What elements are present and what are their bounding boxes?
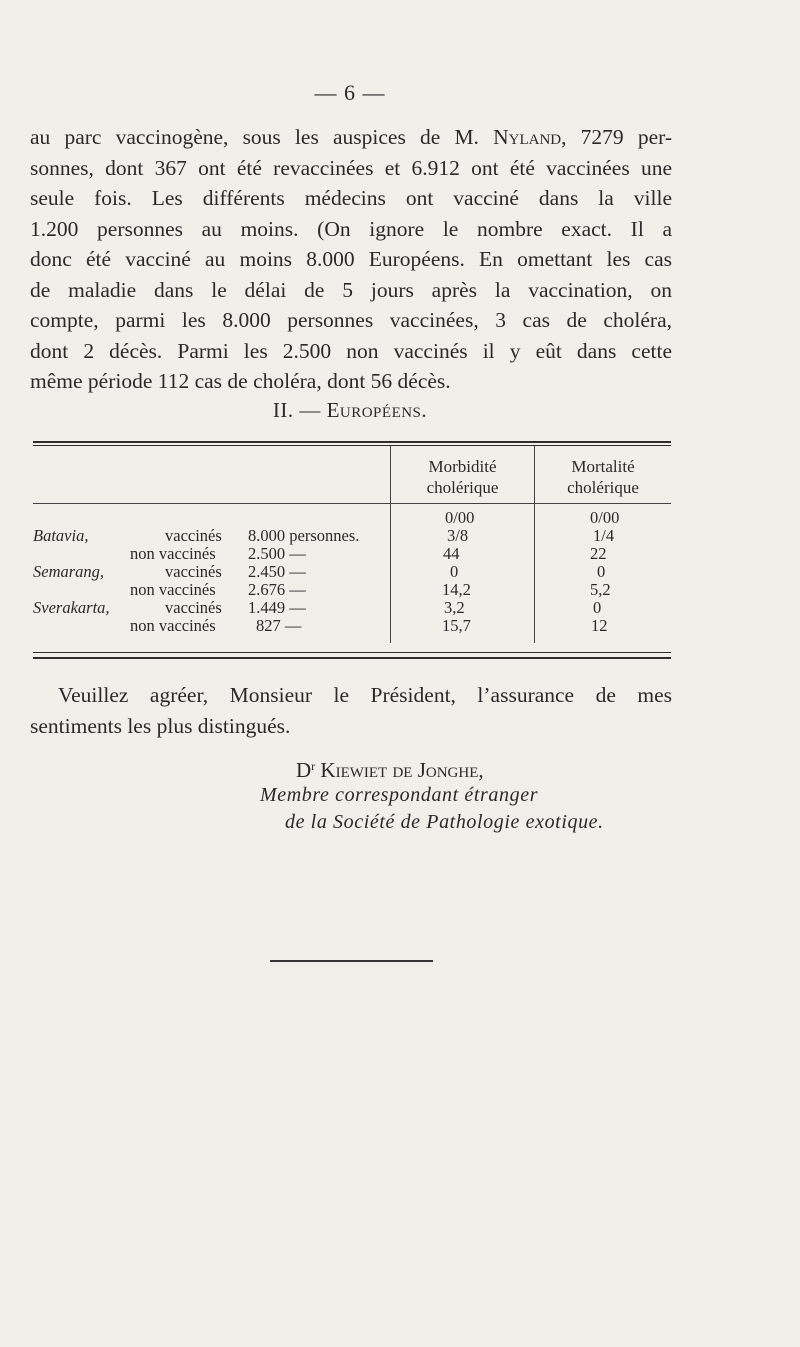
intro-line-8: dont 2 décès. Parmi les 2.500 non vaccinés il y eût dans cette: [30, 338, 672, 363]
header-mortality: Mortalité cholérique: [567, 457, 639, 497]
intro-line-3: seule fois. Les différents médecins ont vacciné dans la ville: [30, 186, 672, 210]
intro-paragraph: [30, 122, 672, 397]
signature-name: $D^r$ Kiewiet de Jonghe,: [296, 758, 484, 782]
intro-line-7: compte, parmi les 8.000 personnes vaccinées, 3 cas de choléra,: [30, 308, 672, 332]
intro-line-5: donc été vacciné au moins 8.000 Européens. En omettant les cas: [30, 247, 672, 271]
intro-line-9: même période 112 cas de choléra, dont 56 décès.: [30, 369, 451, 393]
page-number: — 6 —: [314, 80, 386, 105]
author-name-nyland: Nyland: [493, 125, 562, 149]
table-bottom-rule: [33, 652, 671, 659]
signature-title-line-1: Membre correspondant étranger: [260, 784, 539, 806]
section-title: II. — Européens.: [272, 398, 428, 422]
unit-morbidity: 0/00: [445, 508, 475, 527]
intro-line-4: 1.200 personnes au moins. (On ignore le nombre exact. Il a: [30, 216, 672, 241]
intro-line-1: au parc vaccinogène, sous les auspices de M. Nyland, 7279 per-: [30, 125, 672, 149]
table-header-rule: [33, 503, 671, 504]
intro-line-6: de maladie dans le délai de 5 jours après la vaccination, on: [30, 277, 672, 302]
end-rule: [270, 960, 433, 962]
closing-line-1: Veuillez agréer, Monsieur le Président, l’assurance de mes: [58, 683, 672, 707]
closing-line-2: sentiments les plus distingués.: [30, 713, 291, 738]
intro-line-2: sonnes, dont 367 ont été revaccinées et 6.912 ont été vaccinées une: [30, 155, 672, 180]
table-top-rule: [33, 441, 671, 446]
signature-title-line-2: de la Société de Pathologie exotique.: [285, 811, 604, 833]
header-morbidity: Morbidité cholérique: [426, 457, 499, 497]
closing-paragraph: [30, 680, 672, 741]
unit-mortality: 0/00: [590, 508, 620, 527]
